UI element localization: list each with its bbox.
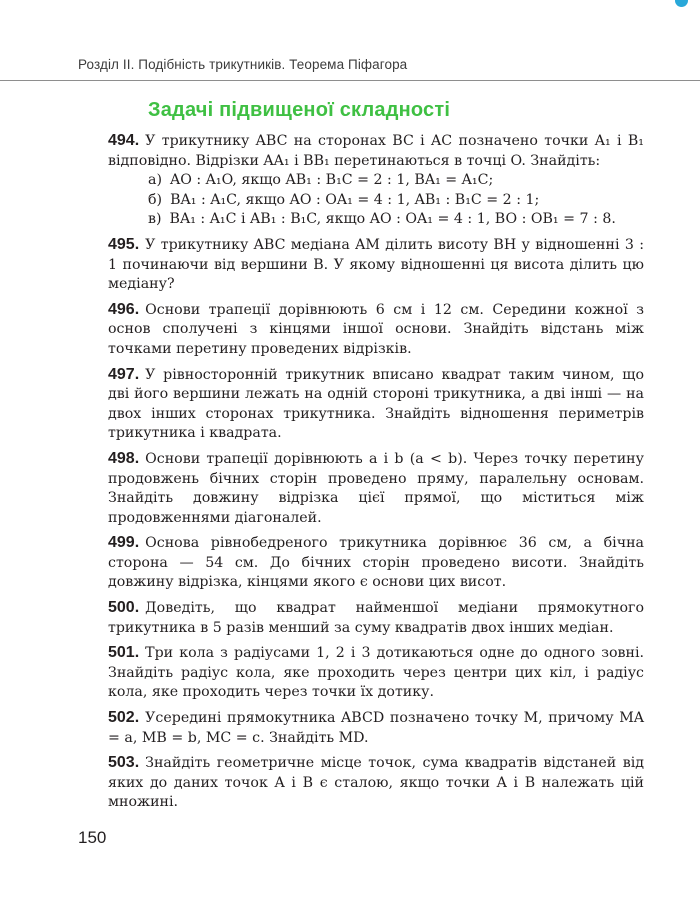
subitem-b xyxy=(148,191,644,211)
problem-499 xyxy=(108,533,644,593)
header-divider xyxy=(0,80,700,81)
problem-text: Основи трапеції дорівнюють a і b (a < b). Через точку перетину продовжень бічних сторін проведено пряму, паралельну основам. Знайдіть довжину відрізка цієї прямої, що міститься між продовженнями діагоналей. xyxy=(108,450,644,526)
problem-500 xyxy=(108,598,644,638)
problem-number: 496. xyxy=(108,300,140,318)
problem-text: У трикутнику ABC на сторонах BC і AC позначено точки A₁ і B₁ відповідно. Відрізки AA₁ і BB₁ перетинаються в точці O. Знайдіть: xyxy=(108,133,644,169)
subitem-label: б) xyxy=(148,191,163,208)
problem-text: Три кола з радіусами 1, 2 і 3 дотикаються одне до одного зовні. Знайдіть радіус кола, яке проходить через центри цих кіл, і радіус кола, яке проходить через точки їх дотику. xyxy=(108,645,644,701)
problem-503 xyxy=(108,753,644,813)
running-header: Розділ ІІ. Подібність трикутників. Теорема Піфагора xyxy=(78,57,408,72)
subitem-a xyxy=(148,171,644,191)
problem-text: Основа рівнобедреного трикутника дорівнює 36 см, а бічна сторона — 54 см. До бічних сторін проведено висоти. Знайдіть довжину відрізка, кінцями якого є основи цих висот. xyxy=(108,535,644,591)
problem-number: 501. xyxy=(108,644,140,662)
subitem-c xyxy=(148,210,644,230)
section-title: Задачі підвищеної складності xyxy=(148,99,451,121)
problem-text: Доведіть, що квадрат найменшої медіани прямокутного трикутника в 5 разів менший за суму квадратів двох інших медіан. xyxy=(108,600,644,636)
problem-498 xyxy=(108,449,644,528)
problem-502 xyxy=(108,708,644,748)
problem-501 xyxy=(108,643,644,703)
subitem-text: BA₁ : A₁C і AB₁ : B₁C, якщо AO : OA₁ = 4 : 1, BO : OB₁ = 7 : 8. xyxy=(169,211,616,228)
problem-496 xyxy=(108,300,644,360)
problem-text: Усередині прямокутника ABCD позначено точку M, причому MA = a, MB = b, MC = c. Знайдіть MD. xyxy=(108,710,644,746)
problem-list xyxy=(108,131,644,818)
subitem-label: а) xyxy=(148,172,162,189)
problem-number: 499. xyxy=(108,534,140,552)
problem-number: 497. xyxy=(108,365,140,383)
problem-494 xyxy=(108,131,644,230)
page-number: 150 xyxy=(78,828,107,847)
problem-number: 494. xyxy=(108,132,140,149)
subitem-label: в) xyxy=(148,211,162,228)
problem-495 xyxy=(108,235,644,295)
problem-number: 502. xyxy=(108,709,140,727)
subitem-text: BA₁ : A₁C, якщо AO : OA₁ = 4 : 1, AB₁ : B₁C = 2 : 1; xyxy=(170,191,540,208)
problem-number: 500. xyxy=(108,599,140,617)
problem-text: Основи трапеції дорівнюють 6 см і 12 см. Середини кожної з основ сполучені з кінцями іншої основи. Знайдіть відстань між точками перетину проведених відрізків. xyxy=(108,301,644,357)
problem-text: У рівносторонній трикутник вписано квадрат таким чином, що дві його вершини лежать на одній стороні трикутника, а дві інші — на двох інших сторонах трикутника. Знайдіть відношення периметрів трикутника і квадрата. xyxy=(108,366,644,442)
problem-number: 503. xyxy=(108,754,140,772)
problem-text: Знайдіть геометричне місце точок, сума квадратів відстаней від яких до даних точок A і B є сталою, якщо точки A і B належать цій множині. xyxy=(108,755,644,811)
problem-text: У трикутнику ABC медіана AM ділить висоту BH у відношенні 3 : 1 починаючи від вершини B. У якому відношенні ця висота ділить цю медіану? xyxy=(108,236,644,293)
problem-497 xyxy=(108,365,644,444)
subitem-list xyxy=(108,171,644,230)
publisher-logo-icon xyxy=(675,0,688,7)
problem-number: 498. xyxy=(108,449,140,467)
subitem-text: AO : A₁O, якщо AB₁ : B₁C = 2 : 1, BA₁ = A₁C; xyxy=(170,172,494,189)
problem-number: 495. xyxy=(108,235,140,253)
